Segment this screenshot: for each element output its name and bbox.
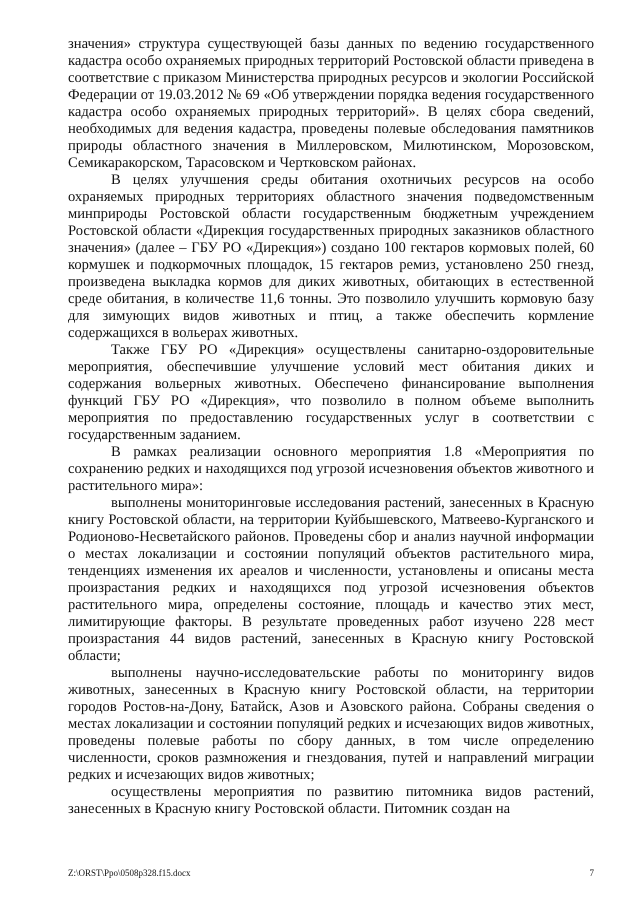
paragraph-plant-monitoring: выполнены мониторинговые исследования растений, занесенных в Красную книгу Ростовской области, на территории Куйбышевского, Матвеево-Курганского и Родионово-Несветайского районов. Проведены сбор и анализ научной информации о местах локализации и состоянии популяций объектов растительного мира, тенденциях изменения их ареалов и численности, установлены и описаны места произрастания редких и находящихся под угрозой исчезновения объектов растительного мира, определены состояние, площадь и качество этих мест, лимитирующие факторы. В результате проведенных работ изучено 228 мест произрастания 44 видов растений, занесенных в Красную книгу Ростовской области; xyxy=(68,495,594,664)
footer-file-path: Z:\ORST\Ppo\0508p328.f15.docx xyxy=(68,868,191,878)
paragraph-animal-monitoring: выполнены научно-исследовательские работы по мониторингу видов животных, занесенных в Красную книгу Ростовской области, на территории городов Ростов-на-Дону, Батайск, Азов и Азовского района. Собраны сведения о местах локализации и состоянии популяций редких и исчезающих видов животных, проведены полевые работы по сбору данных, в том числе определению численности, сроков размножения и гнездования, путей и направлений миграции редких и исчезающих видов животных; xyxy=(68,665,594,783)
document-body xyxy=(68,36,594,818)
paragraph-measure-1-8-intro: В рамках реализации основного мероприятия 1.8 «Мероприятия по сохранению редких и находящихся под угрозой исчезновения объектов животного и растительного мира»: xyxy=(68,444,594,494)
page-number: 7 xyxy=(589,868,594,878)
paragraph-sanitary-measures: Также ГБУ РО «Дирекция» осуществлены санитарно-оздоровительные мероприятия, обеспечившие улучшение условий мест обитания диких и содержания вольерных животных. Обеспечено финансирование выполнения функций ГБУ РО «Дирекция», что позволило в полном объеме выполнить мероприятия по предоставлению государственных услуг в соответствии с государственным заданием. xyxy=(68,342,594,443)
paragraph-hunting-resources: В целях улучшения среды обитания охотничьих ресурсов на особо охраняемых природных территориях областного значения подведомственным минприроды Ростовской области государственным бюджетным учреждением Ростовской области «Дирекция государственных природных заказников областного значения» (далее – ГБУ РО «Дирекция») создано 100 гектаров кормовых полей, 60 кормушек и подкормочных площадок, 15 гектаров ремиз, установлено 250 гнезд, произведена выкладка кормов для диких животных, обитающих в естественной среде обитания, в количестве 11,6 тонны. Это позволило улучшить кормовую базу для зимующих видов животных и птиц, а также обеспечить кормление содержащихся в вольерах животных. xyxy=(68,172,594,341)
paragraph-nursery-development: осуществлены мероприятия по развитию питомника видов растений, занесенных в Красную книгу Ростовской области. Питомник создан на xyxy=(68,784,594,817)
paragraph-cadastre-continuation: значения» структура существующей базы данных по ведению государственного кадастра особо охраняемых природных территорий Ростовской области приведена в соответствие с приказом Министерства природных ресурсов и экологии Российской Федерации от 19.03.2012 № 69 «Об утверждении порядка ведения государственного кадастра особо охраняемых природных территорий». В целях сбора сведений, необходимых для ведения кадастра, проведены полевые обследования памятников природы областного значения в Миллеровском, Милютинском, Морозовском, Семикаракорском, Тарасовском и Чертковском районах. xyxy=(68,36,594,171)
page-footer xyxy=(68,867,594,881)
